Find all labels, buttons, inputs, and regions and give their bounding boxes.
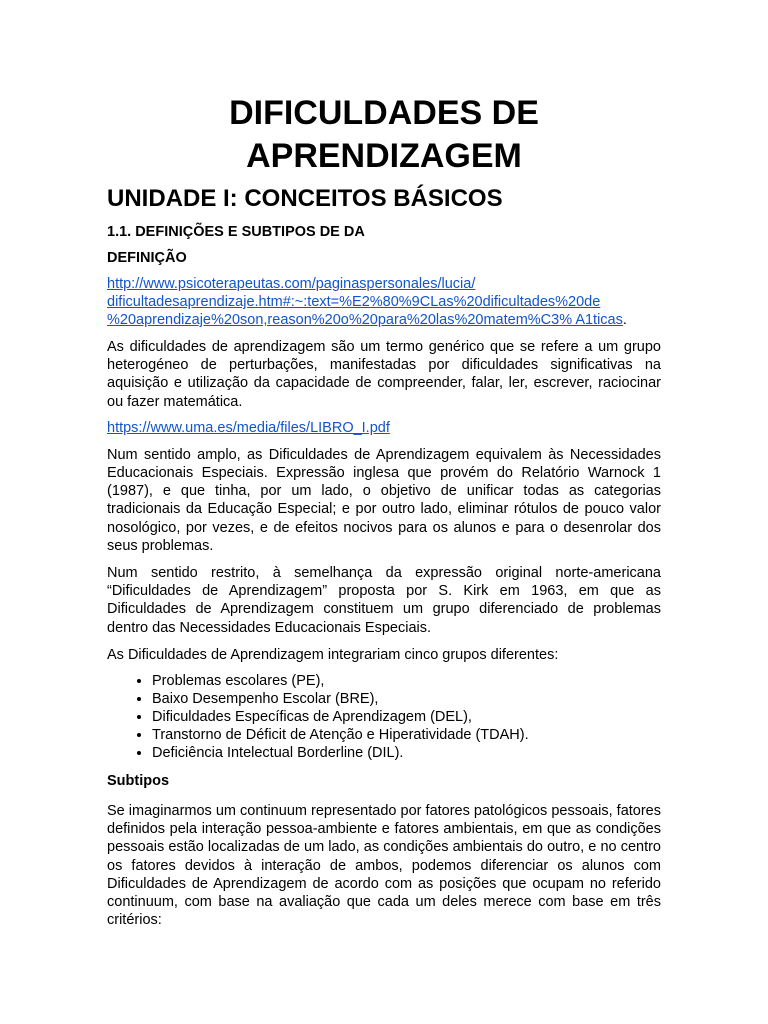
- title-line-2: APRENDIZAGEM: [246, 137, 522, 175]
- reference-link-2-block: [107, 419, 661, 437]
- reference-link-2[interactable]: https://www.uma.es/media/files/LIBRO_I.pdf: [107, 419, 390, 436]
- paragraph-definition: As dificuldades de aprendizagem são um termo genérico que se refere a um grupo heterogéneo de perturbações, manifestadas por dificuldades significativas na aquisição e utilização da capacidade de compreender, falar, ler, escrever, raciocinar ou fazer matemática.: [107, 339, 661, 410]
- reference-link-1-line-2[interactable]: dificultadesaprendizaje.htm#:~:text=%E2%80%9CLas%20dificultades%20de: [107, 294, 601, 310]
- list-item: • Problemas escolares (PE),: [152, 672, 661, 690]
- reference-link-1-block: [107, 275, 661, 329]
- unit-title: UNIDADE I: CONCEITOS BÁSICOS: [107, 185, 503, 212]
- list-item: • Baixo Desempenho Escolar (BRE),: [152, 690, 661, 708]
- groups-list: [107, 672, 661, 762]
- reference-link-1-period: .: [622, 312, 627, 328]
- subtypes-heading: Subtipos: [107, 773, 170, 790]
- paragraph-narrow-sense: Num sentido restrito, à semelhança da expressão original norte-americana “Dificuldades de Aprendizagem” proposta por S. Kirk em 1963, em que as Dificuldades de Aprendizagem constituem um grupo diferenciado de problemas dentro das Necessidades Educacionais Especiais.: [107, 565, 661, 636]
- list-item: • Deficiência Intelectual Borderline (DIL).: [152, 744, 661, 762]
- document-body: [107, 92, 661, 929]
- section-title: 1.1. DEFINIÇÕES E SUBTIPOS DE DA: [107, 224, 365, 240]
- paragraph-subtypes: Se imaginarmos um continuum representado por fatores patológicos pessoais, fatores definidos pela interação pessoa-ambiente e fatores ambientais, em que as condições pessoais estão localizadas de um lado, as condições ambientais do outro, e no centro os fatores devidos à interação de ambos, podemos diferenciar os alunos com Dificuldades de Aprendizagem de acordo com as posições que ocupam no referido continuum, com base na avaliação que cada um deles merece com base em três critérios:: [107, 803, 661, 929]
- reference-link-1-line-1[interactable]: http://www.psicoterapeutas.com/paginaspersonales/lucia/: [107, 276, 476, 292]
- document-title: [107, 92, 661, 178]
- reference-link-1-line-3[interactable]: %20aprendizaje%20son,reason%20o%20para%20las%20matem%C3% A1ticas: [107, 312, 623, 328]
- paragraph-broad-sense: Num sentido amplo, as Dificuldades de Aprendizagem equivalem às Necessidades Educacionais Especiais. Expressão inglesa que provém do Relatório Warnock 1 (1987), e que tinha, por um lado, o objetivo de unificar todas as categorias tradicionais da Educação Especial; e por outro lado, eliminar rótulos de pouco valor nosológico, por vezes, e de efeitos nocivos para os alunos e para o desenrolar dos seus problemas.: [107, 446, 661, 554]
- list-item: • Dificuldades Específicas de Aprendizagem (DEL),: [152, 708, 661, 726]
- paragraph-groups-intro: As Dificuldades de Aprendizagem integrariam cinco grupos diferentes:: [107, 646, 559, 663]
- list-item: • Transtorno de Déficit de Atenção e Hiperatividade (TDAH).: [152, 726, 661, 744]
- title-line-1: DIFICULDADES DE: [229, 94, 539, 132]
- definition-heading: DEFINIÇÃO: [107, 250, 187, 266]
- reference-link-1-line-3-wrap: [107, 311, 661, 329]
